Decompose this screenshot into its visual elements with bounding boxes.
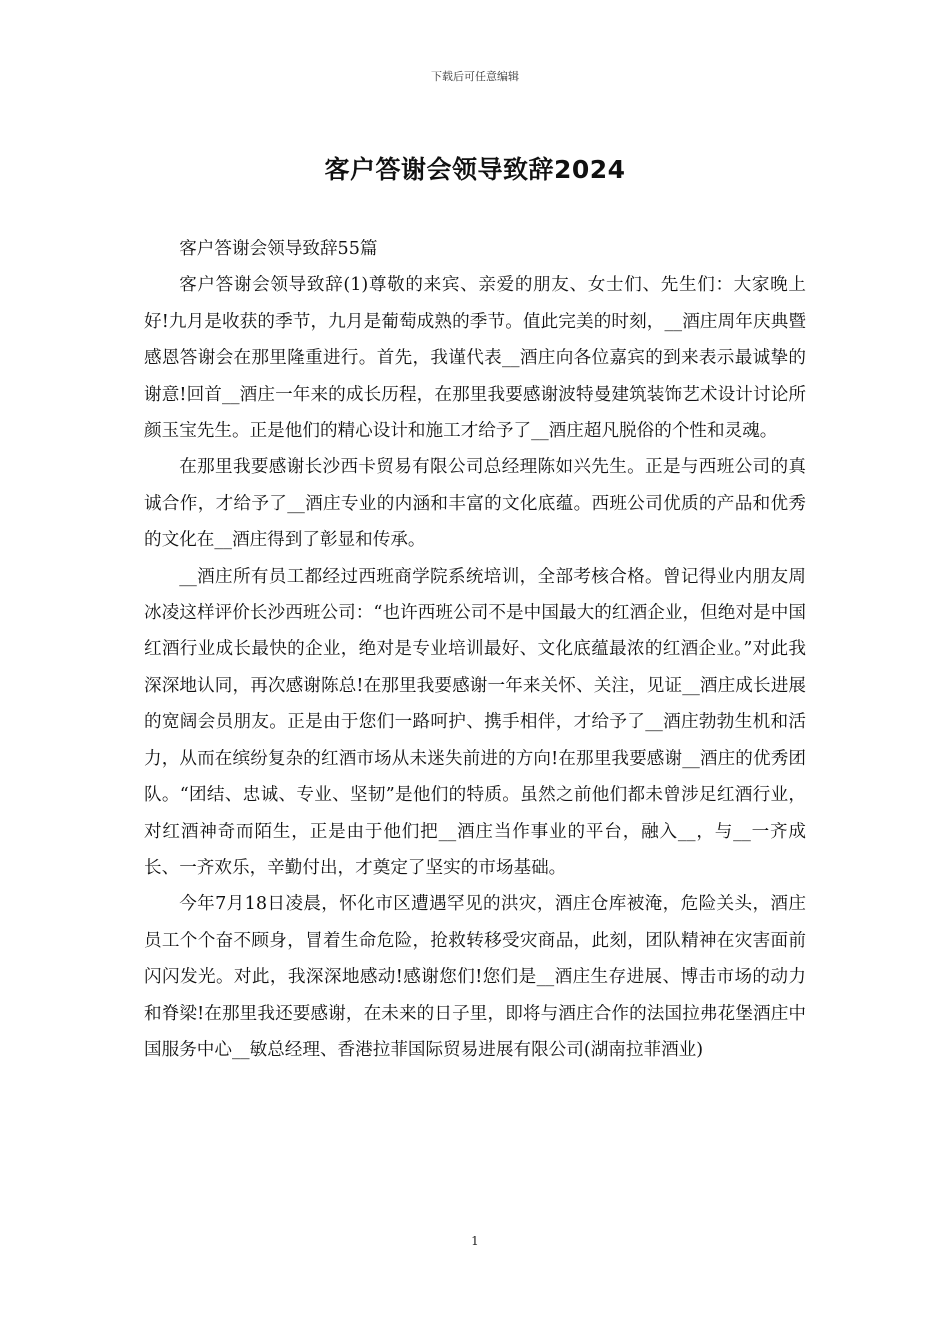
paragraph: 在那里我要感谢长沙西卡贸易有限公司总经理陈如兴先生。正是与西班公司的真诚合作，才给予了__酒庄专业的内涵和丰富的文化底蕴。西班公司优质的产品和优秀的文化在__酒庄得到了彰显和传承。 [144, 457, 806, 551]
paragraph-subtitle: 客户答谢会领导致辞55篇 [179, 239, 378, 259]
paragraph: 客户答谢会领导致辞(1)尊敬的来宾、亲爱的朋友、女士们、先生们：大家晚上好!九月是收获的季节，九月是葡萄成熟的季节。值此完美的时刻，__酒庄周年庆典暨感恩答谢会在那里隆重进行。首先，我谨代表__酒庄向各位嘉宾的到来表示最诚挚的谢意!回首__酒庄一年来的成长历程，在那里我要感谢波特曼建筑装饰艺术设计讨论所颜玉宝先生。正是他们的精心设计和施工才给予了__酒庄超凡脱俗的个性和灵魂。 [144, 275, 806, 442]
document-body [144, 231, 806, 1068]
header-note: 下载后可任意编辑 [431, 70, 519, 83]
page-number: 1 [471, 1234, 479, 1248]
paragraph: __酒庄所有员工都经过西班商学院系统培训，全部考核合格。曾记得业内朋友周冰凌这样评价长沙西班公司：“也许西班公司不是中国最大的红酒企业，但绝对是中国红酒行业成长最快的企业，绝对是专业培训最好、文化底蕴最浓的红酒企业。”对此我深深地认同，再次感谢陈总!在那里我要感谢一年来关怀、关注，见证__酒庄成长进展的宽阔会员朋友。正是由于您们一路呵护、携手相伴，才给予了__酒庄勃勃生机和活力，从而在缤纷复杂的红酒市场从未迷失前进的方向!在那里我要感谢__酒庄的优秀团队。“团结、忠诚、专业、坚韧”是他们的特质。虽然之前他们都未曾涉足红酒行业，对红酒神奇而陌生，正是由于他们把__酒庄当作事业的平台，融入__，与__一齐成长、一齐欢乐，辛勤付出，才奠定了坚实的市场基础。 [144, 566, 806, 878]
document-title: 客户答谢会领导致辞2024 [324, 155, 626, 184]
paragraph: 今年7月18日凌晨，怀化市区遭遇罕见的洪灾，酒庄仓库被淹，危险关头，酒庄员工个个奋不顾身，冒着生命危险，抢救转移受灾商品，此刻，团队精神在灾害面前闪闪发光。对此，我深深地感动!感谢您们!您们是__酒庄生存进展、博击市场的动力和脊梁!在那里我还要感谢，在未来的日子里，即将与酒庄合作的法国拉弗花堡酒庄中国服务中心__敏总经理、香港拉菲国际贸易进展有限公司(湖南拉菲酒业) [144, 894, 806, 1060]
